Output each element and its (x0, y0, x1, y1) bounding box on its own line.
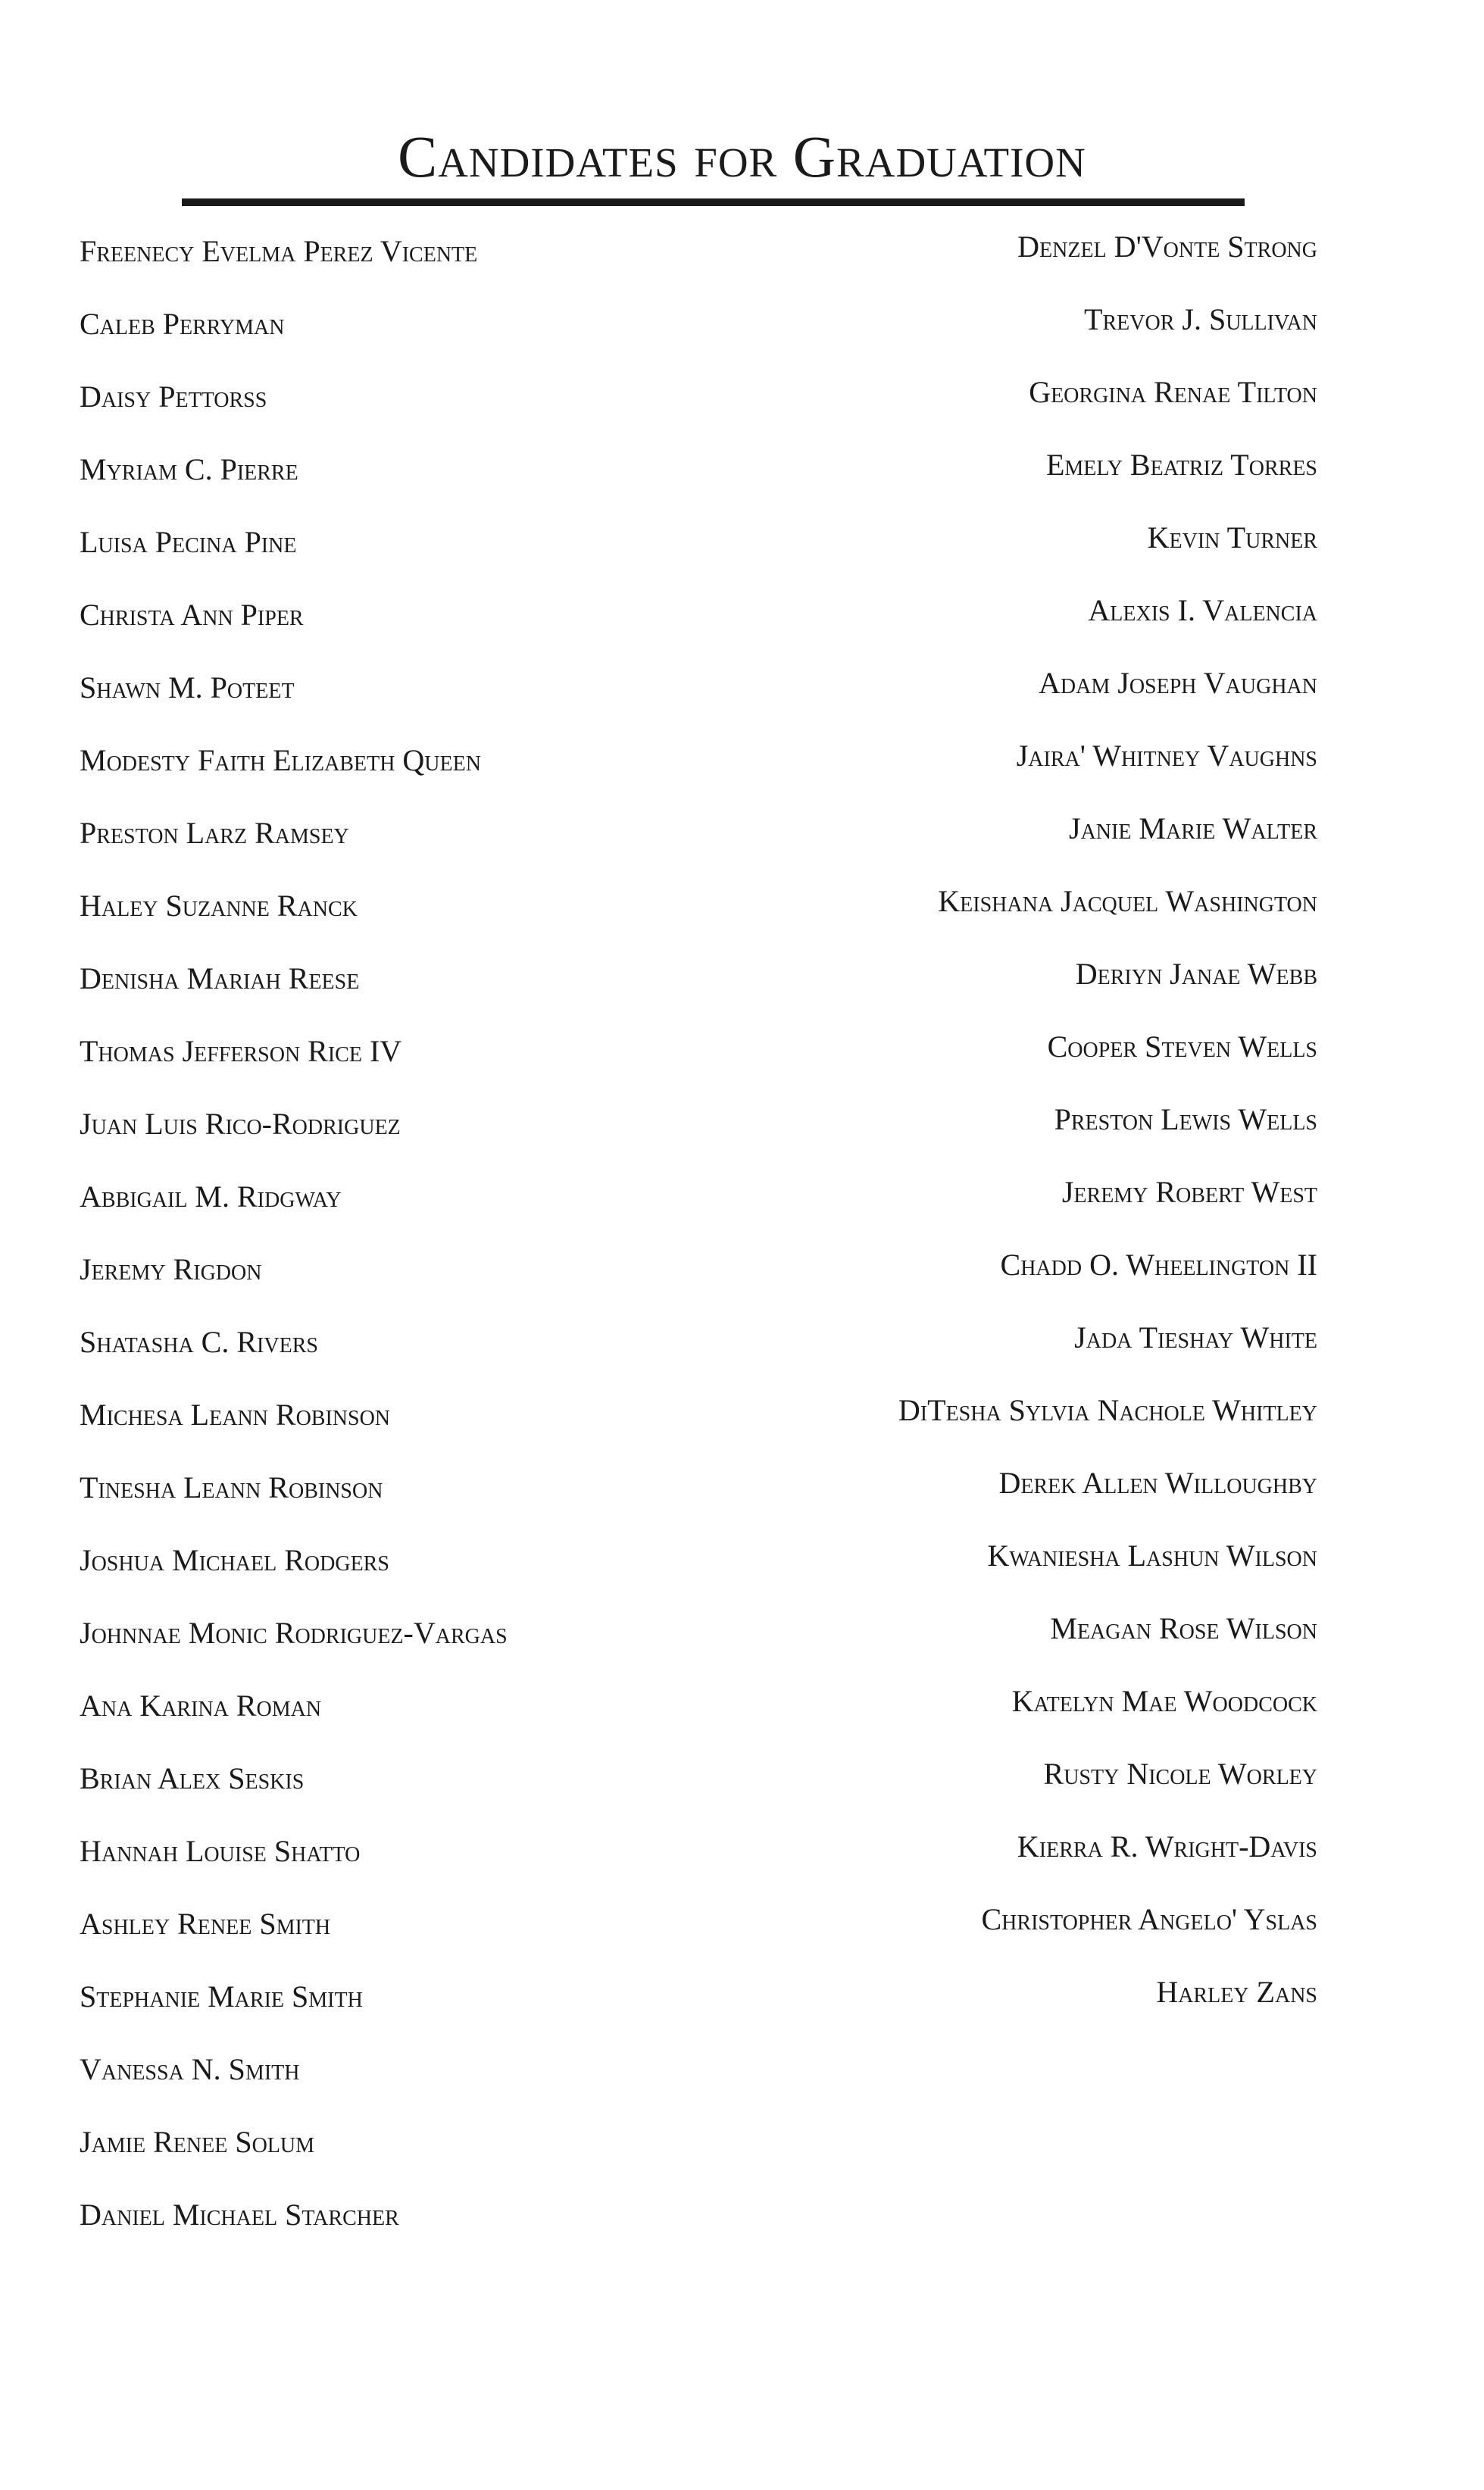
graduate-name: Myriam C. Pierre (80, 452, 298, 486)
page-title: Candidates for Graduation (398, 123, 1086, 189)
graduate-name: Kierra R. Wright-Davis (1017, 1829, 1317, 1864)
graduate-name: Trevor J. Sullivan (1084, 302, 1317, 336)
graduate-name: Ashley Renee Smith (80, 1907, 331, 1941)
graduate-name: Meagan Rose Wilson (1050, 1611, 1317, 1645)
graduate-name: Keishana Jacquel Washington (938, 884, 1317, 918)
graduate-name: Christopher Angelo' Yslas (981, 1902, 1317, 1936)
graduate-name: Jada Tieshay White (1074, 1320, 1317, 1354)
graduate-name: Deriyn Janae Webb (1075, 957, 1317, 991)
graduate-name: Hannah Louise Shatto (80, 1834, 361, 1868)
graduate-name: Kevin Turner (1147, 520, 1317, 555)
graduate-name: Daniel Michael Starcher (80, 2198, 399, 2232)
graduate-name: Jeremy Robert West (1061, 1175, 1317, 1209)
graduate-name: Emely Beatriz Torres (1045, 448, 1317, 482)
graduate-name: Denzel D'Vonte Strong (1017, 230, 1317, 264)
graduate-name: Denisha Mariah Reese (80, 961, 360, 995)
graduate-name: Brian Alex Seskis (80, 1761, 305, 1795)
graduate-name: Caleb Perryman (80, 307, 285, 341)
graduate-name: Daisy Pettorss (80, 380, 267, 414)
graduate-name: Juan Luis Rico-Rodriguez (80, 1107, 401, 1141)
graduate-name: Freenecy Evelma Perez Vicente (80, 234, 478, 268)
graduate-name: Christa Ann Piper (80, 598, 304, 632)
graduate-name: Shatasha C. Rivers (80, 1325, 318, 1359)
graduate-name: Cooper Steven Wells (1047, 1029, 1317, 1064)
graduate-name: Jaira' Whitney Vaughns (1016, 739, 1317, 773)
graduate-name: Tinesha Leann Robinson (80, 1470, 383, 1504)
graduate-name: Preston Lewis Wells (1054, 1102, 1317, 1136)
graduate-name: Modesty Faith Elizabeth Queen (80, 743, 481, 777)
graduate-name: Chadd O. Wheelington II (1000, 1248, 1317, 1282)
graduate-name: Johnnae Monic Rodriguez-Vargas (80, 1616, 508, 1650)
graduate-name: Ana Karina Roman (80, 1689, 322, 1723)
graduate-name: Abbigail M. Ridgway (80, 1179, 342, 1214)
graduate-name: Stephanie Marie Smith (80, 1979, 363, 2014)
graduate-name: Vanessa N. Smith (80, 2052, 300, 2086)
graduate-name: Preston Larz Ramsey (80, 816, 349, 850)
graduate-name: Kwaniesha Lashun Wilson (987, 1539, 1317, 1573)
graduate-name: DiTesha Sylvia Nachole Whitley (898, 1393, 1317, 1427)
graduate-name: Adam Joseph Vaughan (1039, 666, 1317, 700)
graduate-name: Jamie Renee Solum (80, 2125, 315, 2159)
graduate-name: Katelyn Mae Woodcock (1011, 1684, 1317, 1718)
graduate-name: Alexis I. Valencia (1088, 593, 1317, 627)
graduate-name: Harley Zans (1156, 1975, 1317, 2009)
graduate-name: Janie Marie Walter (1069, 811, 1317, 845)
graduate-name: Joshua Michael Rodgers (80, 1543, 389, 1577)
graduate-name: Haley Suzanne Ranck (80, 889, 358, 923)
title-rule (182, 198, 1245, 206)
graduate-name: Georgina Renae Tilton (1029, 375, 1317, 409)
graduate-name: Michesa Leann Robinson (80, 1398, 391, 1432)
graduate-name: Jeremy Rigdon (80, 1252, 262, 1286)
graduate-name: Derek Allen Willoughby (998, 1466, 1317, 1500)
graduate-name: Shawn M. Poteet (80, 670, 295, 705)
graduate-name: Luisa Pecina Pine (80, 525, 297, 559)
graduate-name: Rusty Nicole Worley (1043, 1757, 1317, 1791)
graduate-name: Thomas Jefferson Rice IV (80, 1034, 402, 1068)
